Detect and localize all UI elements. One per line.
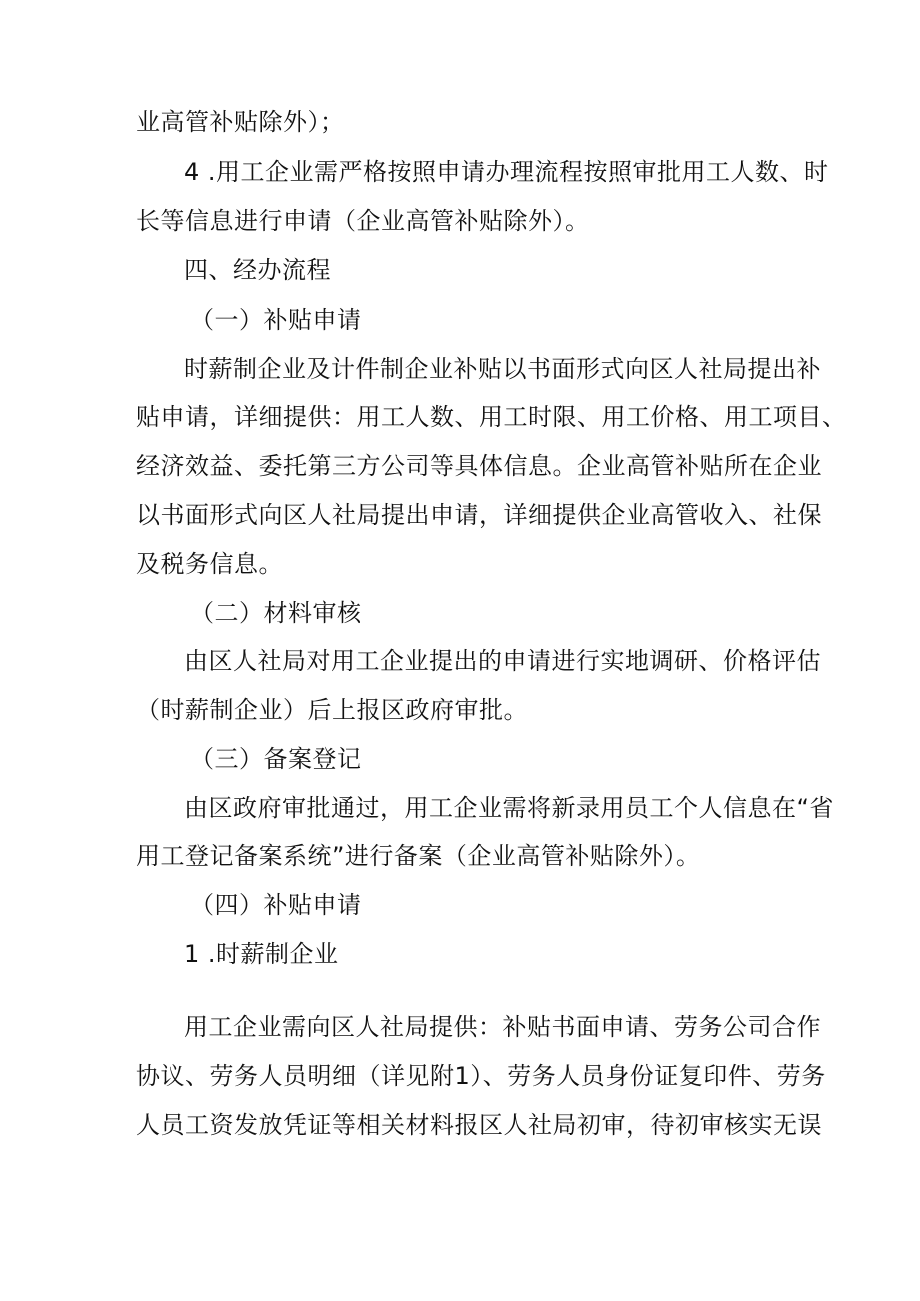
text-line: 业高管补贴除外）； bbox=[136, 108, 345, 136]
text-line: 4 .用工企业需严格按照申请办理流程按照审批用工人数、时 bbox=[184, 158, 829, 186]
section-heading: 四、经办流程 bbox=[184, 256, 331, 284]
subsection-heading: （四）补贴申请 bbox=[190, 891, 362, 919]
text-line: 以书面形式向区人社局提出申请，详细提供企业高管收入、社保 bbox=[136, 501, 822, 529]
text-line: 人员工资发放凭证等相关材料报区人社局初审，待初审核实无误 bbox=[136, 1111, 822, 1139]
text-line: 用工企业需向区人社局提供：补贴书面申请、劳务公司合作 bbox=[184, 1013, 821, 1041]
subsection-heading: （二）材料审核 bbox=[190, 599, 362, 627]
subsection-heading: （一）补贴申请 bbox=[190, 306, 362, 334]
subsection-heading: （三）备案登记 bbox=[190, 745, 362, 773]
text-line: 协议、劳务人员明细（详见附1）、劳务人员身份证复印件、劳务 bbox=[136, 1062, 826, 1090]
text-line: （时薪制企业）后上报区政府审批。 bbox=[136, 696, 528, 724]
text-line: 长等信息进行申请（企业高管补贴除外）。 bbox=[136, 207, 590, 235]
text-line: 经济效益、委托第三方公司等具体信息。企业高管补贴所在企业 bbox=[136, 452, 822, 480]
text-line: 由区政府审批通过，用工企业需将新录用员工个人信息在“省 bbox=[184, 794, 834, 822]
text-line: 由区人社局对用工企业提出的申请进行实地调研、价格评估 bbox=[184, 647, 821, 675]
text-line: 时薪制企业及计件制企业补贴以书面形式向区人社局提出补 bbox=[184, 355, 821, 383]
text-line: 用工登记备案系统”进行备案（企业高管补贴除外）。 bbox=[136, 842, 701, 870]
text-line: 1 .时薪制企业 bbox=[184, 940, 339, 968]
text-line: 及税务信息。 bbox=[136, 550, 283, 578]
text-line: 贴申请，详细提供：用工人数、用工时限、用工价格、用工项目、 bbox=[136, 403, 847, 431]
